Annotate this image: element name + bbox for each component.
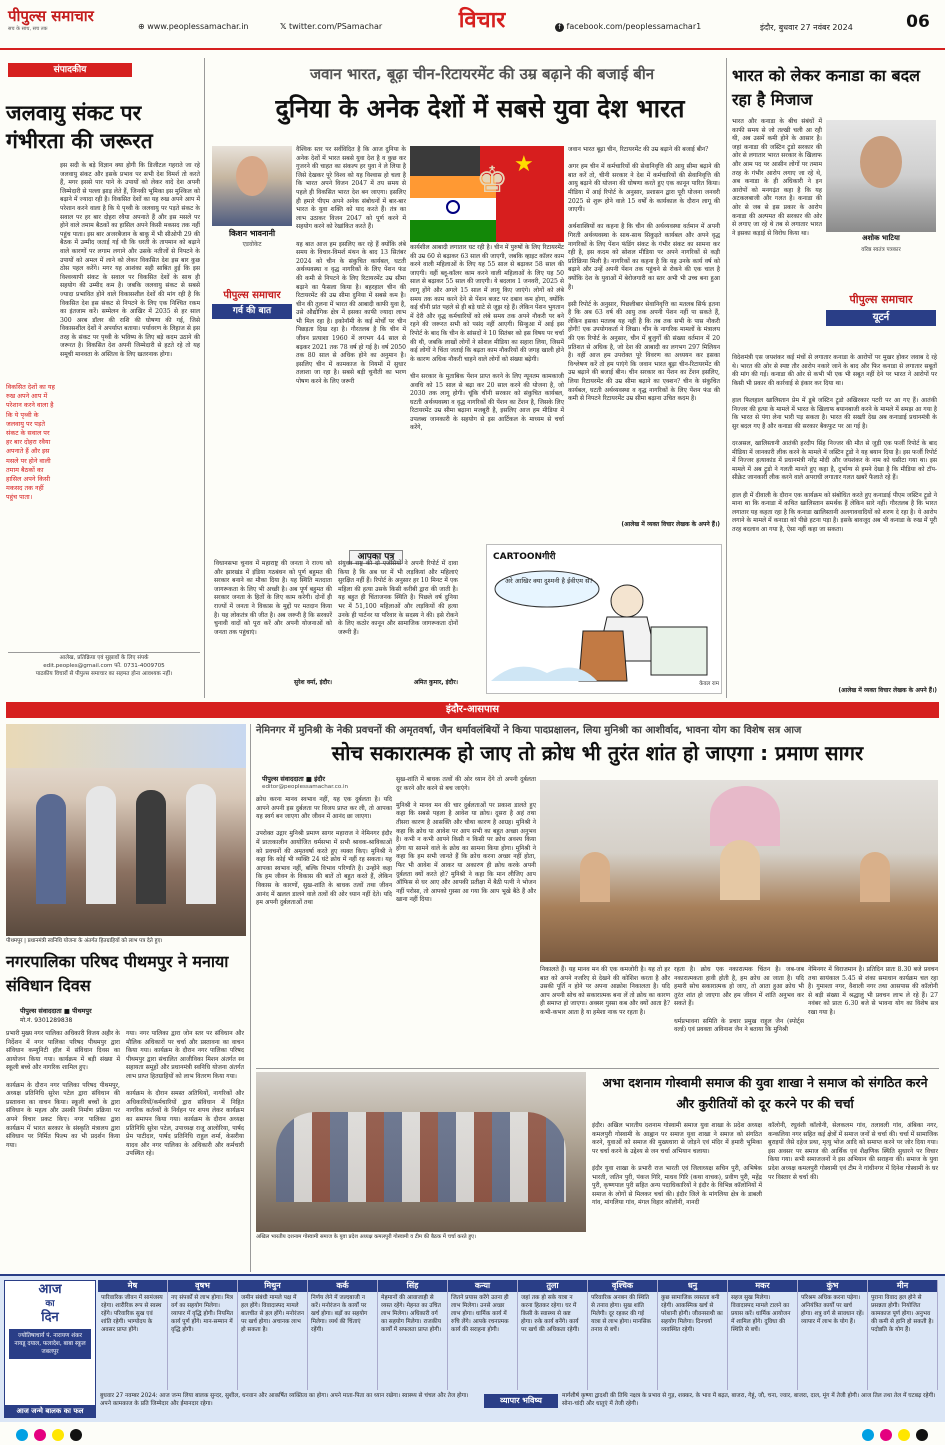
print-color-strip (0, 1426, 945, 1445)
vyapar-label: व्यापार भविष्य (484, 1394, 558, 1408)
cartoon-sign: केवल राम (699, 681, 719, 687)
facebook-icon: f (555, 23, 564, 32)
zodiac-sign-name: कर्क (308, 1280, 377, 1292)
nagar-byline: पीपुल्स संवाददाता ■ पीथमपुर (20, 1007, 92, 1015)
nagar-col2: गया। नगर पालिका द्वारा जोन स्तर पर संविधान और मौलिक अधिकारों पर चर्चा और प्रस्तावना का वाचन किया गया। कार्यक्रम के दौरान नगर पालिका परिषद पीथमपुर द्वारा संचालित आजीविका मिशन अंतर्गत स्व सहायता समूहों और प्रधानमंत्री स्वनिधि योजना अंतर्गत लाभ प्राप्त हितग्राहियों को लाभ वितरण किया गया। कार्यक्रम के दौरान समस्त अतिथियों, नागरिकों और अधिकारियों/कर्मचारियों द्वारा संविधान में निहित नागरिक कर्तव्यों के निर्वहन पर शपथ लेकर कार्यक्रम का समापन किया गया। कार्यक्रम के दौरान अध्यक्ष प्रतिनिधि सुरेश पटेल, उपाध्यक्ष राजू आलोरिया, पार्षद प्रेम पाटीदार, पार्षद प्रतिनिधि राहुल शर्मा, केसरीया यादव और नगर पालिका के अधिकारी और कर्मचारी उपस्थित रहे। (126, 1030, 244, 1158)
jain-col4: रहता है। क्रोध एक नकारात्मक चिंतन है। जब-जब नकारात्मकता हावी होती है, हम क्रोध आ जाता है। यदि हमारी सोच सकारात्मक हो जाए, तो आता हुआ क्रोध भी तुरंत शांत हो जाएगा और हम जीवन में शांति अनुभव कर सकते हैं। धर्मप्रभावना समिति के प्रचार प्रमुख राहुल जैन (स्पोर्ट्स वर्ल्ड) एवं प्रवक्ता अविनाश जैन ने बताया कि मुनिश्री (674, 966, 804, 1034)
china-star-icon: ★ (514, 152, 534, 177)
chess-king-icon: ♚ (476, 160, 509, 201)
letter-1-sign: सुरेश वर्मा, इंदौर। (294, 679, 332, 686)
author-role: एडवोकेट (242, 241, 262, 248)
canada-note: (आलेख में व्यक्त विचार लेखक के अपने हैं।) (838, 687, 937, 694)
facebook-link[interactable] (555, 22, 755, 34)
monk-figure (720, 840, 760, 900)
editorial-body: इस सदी के बड़े विज्ञान क्या होगी कि डिजीटल गहराते जा रहे जलवायु संकट और इसके प्रभाव पर सभी देश विमर्श तो करते हैं, मगर इससे पार पाने के उपायों को लेकर वादे देश अपनी जिम्मेदारी से पल्ला झाड़ लेते हैं, जिनकी भूमिका इस मुश्किल को बढ़ाने में ज्यादा रही है। विकसित देशों का यह रुख अपने आप में परेशान करने वाला है कि ये पृथ्वी के जलवायु पर पड़ते संकट के सवाल पर हर बार दोहरा रवैया अपनाते हैं और इस मसले पर होने वाले तमाम बैठकों का हासिल अपने किसी मकसद तक नहीं पहुंच पाता। इस बार अजरबैजान के बाकू में भी सीओपी 29 की बैठक में उम्मीद जताई गई थी कि धरती के तापमान को बढ़ाने वाले कारणों पर लगाम लगाने और उसके नतीजों से निपटने के उपायों को अमल में लाने को लेकर विकसित देश इस बार कुछ ठोस पहल करेंगे। मगर यह आशंका सही साबित हुई कि इस विश्वव्यापी संकट के सवाल पर विकसित देशों के साथ ही सहयोग की उम्मीद कम है। जबकि जलवायु संकट से सबसे ज्यादा प्रभावित होने वाले विकासशील देशों की मांग रही है कि विकसित देश इस संकट से निपटने के लिए एक निश्चित रकम का इंतजाम करें। सम्मेलन के आखिर में 2035 से हर साल 300 अरब डॉलर की राशि की घोषणा की गई, जिसे विकासशील देशों ने अपर्याप्त बताया। पर्यावरण के लिहाज से इस तरह के संकट पर पृथ्वी के भविष्य के लिए बड़े कदम उठाने की जरूरत है। विकसित देश अपनी जिम्मेदारी से हटते रहे तो यह समूची मानवता के अस्तित्व के लिए खतरनाक होगा। (60, 162, 202, 359)
website-link[interactable] (138, 22, 278, 34)
canada-column-brand: पीपुल्स समाचार (849, 293, 913, 306)
zodiac-sign-text: कुछ सामाजिक व्यस्तता बनी रहेगी। आकस्मिक खर्च से परेशानी होगी। जीवनसाथी का सहयोग मिलेगा। दिनचर्या व्यवस्थित रहेगी। (661, 1295, 725, 1333)
person (86, 786, 116, 904)
banner (6, 724, 246, 768)
canada-column-logo (826, 292, 936, 336)
canada-column-name: यूटर्न (826, 310, 936, 326)
reg-mark (70, 1429, 82, 1441)
reg-mark (52, 1429, 64, 1441)
zodiac-sign-text: परिवारिक अनबन की स्थिति से तनाव होगा। सुख शांति मिलेगी। दूर रहकर की गई यात्रा से लाभ होगा। मानसिक तनाव से बचें। (591, 1295, 653, 1333)
brand-tagline: सच के साथ, सच तक (8, 26, 48, 32)
person (36, 794, 66, 904)
section-divider (256, 1068, 939, 1069)
editorial-pull-quote: विकसित देशों का यह रुख अपने आप में परेशान करने वाला है कि ये पृथ्वी के जलवायु पर पड़ते संकट के सवाल पर हर बार दोहरा रवैया अपनाते हैं और इस मसले पर होने वाली तमाम बैठकों का हासिल अपने किसी मकसद तक नहीं पहुंच पाता। (6, 383, 57, 502)
masthead (0, 0, 945, 50)
jain-headline: सोच सकारात्मक हो जाए तो क्रोध भी तुरंत शांत हो जाएगा : प्रमाण सागर (331, 741, 864, 765)
zodiac-sign (728, 1280, 798, 1390)
editorial-divider (8, 652, 200, 653)
editorial-title: जलवायु संकट पर गंभीरता की जरूरत (6, 101, 153, 153)
canada-body-top: भारत और कनाडा के बीच संबंधों में काफी समय से जो तल्खी चली आ रही थी, अब उसमें कमी होने के आसार है। जहां कनाडा की जस्टिन ट्रूडो सरकार की ओर से लगातार भारत सरकार के खिलाफ और आम पद पर आसीन लोगों पर तमाम तरह के गंभीर आरोप लगाए जा रहे थे, अब कनाडा के ही अधिकारी ने इन आरोपों को मनगढ़ंत कहा है कि यह अटकलबाजी और गलत है। कनाडा की ओर से जब से इस प्रकार के आरोप कनाडा की अल्पमत की सरकार की ओर से लगाए जा रहे थे तब से लगातार भारत ने इसका कड़ाई से विरोध किया था। (732, 118, 824, 237)
zodiac-sign-text: सहज सुख मिलेगा। विवादास्पद मामले टालने का प्रयास करें। धार्मिक आयोजन में शामिल होंगे। दुविधा की स्थिति से बचें। (731, 1295, 793, 1333)
canada-author-photo (826, 120, 936, 232)
aapka-patra-title (296, 544, 456, 562)
goswami-col1: इंदौर। अखिल भारतीय दशनाम गोस्वामी समाज युवा शाखा के प्रदेश अध्यक्ष कमलपुरी गोस्वामी के आह्वान पर समाज युवा शाखा ने समाज को संगठित करने, युवाओं को समाज की मुख्यधारा से जोड़ने एवं मंदिर में हमारी भूमिका पर चर्चा करने के उद्देश्य से जन चर्चा अभियान चलाया। इंदौर युवा शाखा के प्रभारी राज भारती एवं जिलाध्यक्ष सचिन पुरी, अभिषेक भारती, जतिन पुरी, पंकज गिरि, माधव गिरि (कथा वाचक), प्रवीण पुरी, महेंद्र पुरी, कृष्णपाल पुरी सहित अन्य पदाधिकारियों ने इंदौर के विभिन्न कॉलोनियों में समाज के लोगों से मिलकर चर्चा की। इंदौर जिले के मांगलिया क्षेत्र के डाबली गांव, मांगलिया गांव, मंगल विहार कॉलोनी, नानदी (592, 1122, 762, 1207)
zodiac-sign (448, 1280, 518, 1390)
india-china-image (410, 146, 564, 242)
jain-kicker: नेमिनगर में मुनिश्री के नेकी प्रवचनों की अमृतवर्षा, जैन धर्मावलंबियों ने किया पादप्रक्षालन, लिया मुनिश्री का आशीर्वाद, भावना योग का विशेष सत्र आज (256, 725, 802, 736)
column-logo-name: गर्व की बात (212, 304, 292, 319)
zodiac-sign-text: पारिवारिक जीवन में सामंजस्य रहेगा। शारीरिक रूप से स्वस्थ रहेंगे। परिवारिक सुख एवं शांति रहेगी। भाग्योदय के अवसर प्राप्त होंगे। (101, 1295, 165, 1333)
zodiac-sign (518, 1280, 588, 1390)
zodiac-sign-name: धनु (658, 1280, 727, 1292)
jain-col1: क्रोध करना मानव स्वभाव नहीं, यह एक दुर्बलता है। यदि आपने अपनी इस दुर्बलता पर विजय प्राप्त कर ली, तो आपका यह स्वर्ग बन जाएगा और जीवन में आनंद छा जाएगा। उपरोक्त उद्गार मुनिश्री प्रमाण सागर महाराज ने नेमिनगर इंदौर में प्रातःकालीन आयोजित धर्मसभा में सभी श्रावक-श्राविकाओं को प्रवचनों की अमृतवर्षा करते हुए व्यक्त किए। मुनिश्री ने कहा कि कोई भी व्यक्ति 24 घंटे क्रोध में नहीं रह सकता। यह आपका स्वभाव नहीं, बल्कि विभाव परिणति है। उन्होंने कहा कि हम जीवन के विकास की बातें तो बहुत करते हैं, लेकिन विकास के कारणों, सुख-शांति के बाधक तत्वों तथा जीवन आनंद में खलल डालने वाले तत्वों की ओर ध्यान नहीं देते। यदि हम अपनी दुर्बलताओं तथा (256, 796, 392, 907)
letter-1: विधानसभा चुनाव में महाराष्ट्र की जनता ने राज्य को और झारखंड में इंडिया गठबंधन को पूर्ण बहुमत की सरकार बनाने का मौका दिया है। यह स्थिति मतदाता जागरूकता के लिए भी अच्छी है। अब पूर्ण बहुमत की सरकार जनता के हितों के लिए काम करेगी। दोनों ही राज्यों में जनता ने विकास के मुद्दों पर मतदान किया है। यह लोकतंत्र की जीत है। अब जरूरी है कि सरकारें चुनावी वादों को पूरा करें और अपनी योजनाओं को जनता तक पहुंचाएं। (214, 560, 334, 636)
twitter-link[interactable] (280, 22, 440, 34)
nagar-col1: प्रभारी मुख्य नगर पालिका अधिकारी विजय अहीर के निर्देशन में नगर पालिका परिषद पीथमपुर द्वारा संविधान कम्युनिटी हॉल में संविधान दिवस का आयोजन किया गया। कार्यक्रम में बड़ी संख्या में स्कूली बच्चे और नागरिक शामिल हुए। कार्यक्रम के दौरान नगर पालिका परिषद पीथमपुर, अध्यक्ष प्रतिनिधि सुरेश पटेल द्वारा संविधान की प्रस्तावना का वाचन किया। स्कूली बच्चों के द्वारा संविधान के महत्व और उसकी निर्माण प्रक्रिया पर अपने विचार प्रकट किए। नगर पालिका द्वारा कार्यक्रम में भारत सरकार के संस्कृति मंत्रालय द्वारा संविधान पर निर्मित फिल्म का भी प्रदर्शन किया गया। (6, 1030, 120, 1149)
reg-mark (16, 1429, 28, 1441)
facebook-text: facebook.com/peoplessamachar1 (566, 22, 702, 31)
zodiac-sign (588, 1280, 658, 1390)
jain-col5: नेमिनगर में विराजमान है। प्रतिदिन प्रातः 8.30 बजे प्रवचन तथा सायंकाल 5.45 से शंका समाधान कार्यक्रम चल रहा है। गुमाश्ता नगर, वैशाली नगर तथा आसपास की कॉलोनी से बड़ी संख्या में श्रद्धालु भी प्रवचन लाभ ले रहे हैं। 27 नवंबर को प्रातः 6.30 बजे से भावना योग का विशेष सत्र रखा गया है। (808, 966, 940, 1016)
zodiac-sign-name: मीन (868, 1280, 937, 1292)
lotus-backdrop (710, 786, 780, 846)
jain-col2: सुख-शांति में बाधक तत्वों की ओर ध्यान देंगे तो अपनी दुर्बलता दूर करने और करने से बच जाएंगे। मुनिश्री ने मानव मन की चार दुर्बलताओं पर प्रकाश डालते हुए कहा कि सबसे पहला है आवेश या क्रोध। दूसरा है अहं तथा तीसरा कारण है आसक्ति और चौथा कारण है आग्रह। मुनिश्री ने कहा कि क्रोध या आवेश पर आप सभी का बहुत अच्छा अनुभव है। कभी न कभी आपने किसी न किसी पर क्रोध अवश्य किया होगा या सामने वाले के क्रोध का सामना किया होगा। मुनिश्री ने कहा कि हम सभी जानते हैं कि क्रोध करना अच्छा नहीं होता, फिर भी आवेश में आकर या अकारण ही क्रोध करके अपनी दुर्बलता क्यों करते हो? मुनिश्री ने कहा कि मान लीजिए आप ऑफिस से घर आए और आपकी प्रतीक्षा में बैठी पत्नी ने भोजन नहीं परोसा, तो आपको गुस्सा आ गया कि आप भूखे बैठे हैं और खाना नहीं दिया। (396, 776, 536, 904)
zodiac-sign-name: वृषभ (168, 1280, 237, 1292)
aaj-title-line1: आज (38, 1282, 62, 1297)
zodiac-sign-name: कुंभ (798, 1280, 867, 1292)
reg-mark (880, 1429, 892, 1441)
editorial-footer-disclaimer: पाठकीय विचारों से पीपुल्स समाचार का सहमत होना आवश्यक नहीं। (35, 671, 173, 677)
nagar-headline: नगरपालिका परिषद पीथमपुर ने मनाया संविधान दिवस (6, 952, 229, 995)
zodiac-sign (658, 1280, 728, 1390)
goswami-col2: कॉलोनी, रघुवंशी कॉलोनी, सेलकलम गांव, तलावली गांव, अंबिका नगर, कन्कलिया नगर सहित कई क्षेत्रों में समाज जनों से चर्चा की। चर्चा में सामाजिक बुराइयों जैसे दहेज प्रथा, मृत्यु भोज आदि को समाप्त करने पर जोर दिया गया। इस अवसर पर समाज की आर्थिक एवं शैक्षणिक स्थिति सुधारने पर विचार किया गया। सभी समाजजनों ने इस अभियान की सराहना की। समाज के युवा प्रदेश अध्यक्ष कमलपुरी गोस्वामी एवं टीम ने गांधीनगर में दिनेश गोस्वामी के घर पर विस्तार से चर्चा की। (768, 1122, 940, 1181)
canada-author-face (860, 136, 902, 188)
canada-body: विदेशमंत्री एस जयशंकर कई मंचों से लगातार कनाडा के आरोपों पर मुखर होकर जवाब दे रहे थे। भारत की ओर से स्पष्ट तौर आरोप नकारे जाने के बाद और फिर कनाडा से लगातार सबूतों की मांग की गई। कनाडा की ओर से कभी भी एक भी सबूत नहीं देने पर भारत ने आरोपों पर किसी भी प्रकार की कार्रवाई से इंकार कर दिया था। हाल फिलहाल खालिस्तान प्रेम में डूबे जस्टिन ट्रूडो अखिरकार पटरी पर आ गए हैं। आतंकी निज्जर की हत्या के मामले में भारत के खिलाफ बयानबाजी करने के मामले में समझ आ गया है कि भारत से पंगा लेना भारी पड़ सकता है। भारत की सख्ती देख अब कनाडाई प्रधानमंत्री के सुर बदल गए हैं और कनाडा की सरकार बैकफुट पर आ गई है। दरअसल, खालिस्तानी आतंकी हरदीप सिंह निज्जर की मौत से जुड़ी एक फर्जी रिपोर्ट के बाद मीडिया में जानकारी लीक करने के मामले में जस्टिन ट्रूडो ने यह बयान दिया है। इस फर्जी रिपोर्ट में निज्जर हत्याकांड में प्रधानमंत्री नरेंद्र मोदी और जयशंकर के नाम को घसीटा गया था। इस मामले में अब ट्रूडो ने गलती मानते हुए कहा है, दुर्भाग्य से हमने देखा है कि मीडिया को टॉप-सीक्रेट जानकारी लीक करने वाले अपराधी लगातार गलत खबरें फैलाते रहे हैं। हाल ही में दीवाली के दौरान एक कार्यक्रम को संबोधित करते हुए कनाडाई पीएम जस्टिन ट्रूडो ने माना था कि कनाडा में कथित खालिस्तान समर्थक हैं लेकिन सारे नहीं। गौरतलब है कि भारत लगातार यह कहता रहा है कि कनाडा खालिस्तानी अलगाववादियों को शरण दे रहा है। ये आरोप लगाने के मामले में कनाडा को पीछे हटना पड़ा है। इसके बावजूद अब भी कनाडा के रुख में पूरी तरह बदलाव आ गया है, ऐसा नहीं कहा जा सकता। (732, 354, 937, 533)
zodiac-sign-text: जहां तक हो सके यात्रा न करना हितकर रहेगा। घर में किसी के स्वास्थ्य से कष्ट होगा। रुके कार्य बनेंगे। कार्य पर खर्च की अधिकता रहेगी। (521, 1295, 581, 1333)
jain-email[interactable]: editor@peoplessamachar.co.in (262, 784, 349, 790)
column-divider (250, 724, 251, 1272)
brand-name: पीपुल्स समाचार (8, 7, 94, 25)
zodiac-grid (98, 1280, 941, 1390)
editorial-footer (8, 654, 200, 694)
goswami-headline: अभा दशनाम गोस्वामी समाज की युवा शाखा ने समाज को संगठित करने और कुरीतियों को दूर करने पर की चर्चा (602, 1075, 928, 1111)
zodiac-sign-text: निर्णय लेने में जल्दबाजी न करें। मनोरंजन के कार्यों पर खर्च होगा। बड़ों का सहयोग मिलेगा। व्यर्थ की चिंताएं रहेंगी। (311, 1295, 370, 1333)
vyapar-text: मार्गशीर्ष कृष्णा द्वादशी की तिथि नक्षत्र के प्रभाव से गुड़, शक्कर, के भाव में बढ़त, बाजरा, गेहूं, जौ, चना, ज्वार, बाजरा, दाल, मूंग में तेजी होगी। आज तिल तथा तेल में घटबढ़ रहेगी। सोना-चांदी और धातुएं में तेजी रहेगी। (562, 1393, 936, 1407)
person (136, 790, 166, 904)
pitampur-photo (6, 724, 246, 936)
zodiac-sign-name: मकर (728, 1280, 797, 1292)
cartoon-title: CARTOONगीरी (493, 552, 556, 562)
nagar-mobile: मो.नं. 9301289838 (20, 1017, 73, 1024)
zodiac-sign-name: मिथुन (238, 1280, 307, 1292)
author-photo (212, 146, 292, 226)
lead-note: (आलेख में व्यक्त विचार लेखक के अपने हैं।) (621, 521, 720, 528)
lead-headline: दुनिया के अनेक देशों में सबसे युवा देश भारत (275, 94, 685, 123)
ballot-box (651, 627, 707, 675)
editorial-tag: संपादकीय (8, 63, 132, 77)
cartoon-box (486, 544, 722, 694)
monk-figure (580, 852, 610, 902)
zodiac-sign (798, 1280, 868, 1390)
kids-text: बुधवार 27 नवम्बर 2024: आज जन्म लिया बालक सुन्दर, सुशील, धनवान और आकर्षित व्यक्तित्व का होगा। अपने माता-पिता का ध्यान रखेगा। स्वास्थ्य से चंचल और तेज होगा। अपने कामकाज के प्रति जिम्मेदार और ईमानदार रहेगा। (100, 1393, 469, 1407)
zodiac-sign (98, 1280, 168, 1390)
section-title: विचार (458, 8, 506, 33)
column-divider (726, 58, 727, 698)
column-logo-brand: पीपुल्स समाचार (223, 290, 281, 301)
author-name: किशन भावनानी (228, 229, 276, 238)
reg-mark (34, 1429, 46, 1441)
aapka-patra-label: आपका पत्र (349, 550, 404, 564)
lead-col3: जवान भारत बूढ़ा चीन, रिटायरमेंट की उम्र बढ़ाने की बजाई बीन? अगर हम चीन में कर्मचारियों की सेवानिवृत्ति की आयु सीमा बढ़ाने की बात करें तो, चीनी सरकार ने देश में कर्मचारियों की सेवानिवृत्ति की आयु बढ़ाने की योजना की घोषणा करते हुए एक कानून पारित किया। मीडिया में आई रिपोर्ट के अनुसार, प्रशासन द्वारा पूरी योजना जनवरी 2025 से शुरू होने वाले 15 वर्षों के कार्यकाल के दौरान लागू की जाएगी। अर्थशास्त्रियों का कहना है कि चीन की अर्थव्यवस्था वर्तमान में अपनी गिरती अर्थव्यवस्था के साथ-साथ सिकुड़ते कार्यबल और अपने वृद्ध नागरिकों के लिए पेंशन फंडिंग संकट के गंभीर संकट का सामना कर रही है, इस कदम को सोशल मीडिया पर अपने नागरिकों से कड़ी प्रतिक्रिया मिली है। नागरिकों का कहना है कि यह उनके कार्य वर्ष को बढ़ाने और उन्हें अपनी पेंशन तक पहुंचने से रोकने की एक चाल है क्योंकि देश के युवाओं में बेरोजगारी का स्तर अभी भी उच्च बना हुआ है। इसी रिपोर्ट के अनुसार, पिछलीबार सेवानिवृत्ति का मतलब सिर्फ इतना है कि अब 63 वर्ष की आयु तक अपनी पेंशन नहीं पा सकते हैं, लेकिन इसका मतलब यह नहीं है कि तब तक सभी के पास नौकरी होगी! एक उपयोगकर्ता ने लिखा। चीन के नागरिक मामलों के मंत्रालय की एक रिपोर्ट के अनुसार, चीन में बुजुर्गों की संख्या वर्तमान में 20 प्रतिशत से अधिक है, जो देश की आबादी का लगभग 297 मिलियन है। वहीं आज हम उपरोक्त पूरे विवरण का अध्ययन कर इसका विश्लेषण करें तो हम पाएंगे कि जवान भारत बूढ़ा चीन-रिटायरमेंट की उम्र बढ़ाने की बजाई बीन। चीन सरकार का पेंशन का टेंशन इसलिए, लिया रिटायरमेंट की उम्र सीमा बढ़ाने का एक्शन? चीन के संकुचित कार्यबल, घटती अर्थव्यवस्था व वृद्ध नागरिकों के लिए पेंशन फंड की कमी से निपटने रिटायरमेंट उम्र सीमा बढ़ाना उचित कदम है। (568, 146, 720, 403)
cartoon-speech: अरे आखिर क्या दुश्मनी है ईवीएम से? (505, 577, 593, 585)
column-divider (204, 58, 205, 698)
aaj-ka-din-title (5, 1283, 95, 1325)
zodiac-sign-name: मेष (98, 1280, 167, 1292)
zodiac-sign (168, 1280, 238, 1390)
canada-headline: भारत को लेकर कनाडा का बदल रहा है मिजाज (732, 66, 920, 109)
zodiac-sign-name: सिंह (378, 1280, 447, 1292)
zodiac-sign-text: जितने प्रयास करेंगे उतना ही लाभ मिलेगा। उनसे अच्छा लाभ होगा। धार्मिक कार्य में रुचि लेंगे। आपके रचनात्मक कार्य की सराहना होगी। (451, 1295, 511, 1333)
zodiac-sign-text: पुराना विवाद हल होने से प्रसन्नता होगी। नियोजित कामकाज पूर्ण होगा। अनुभव की कमी से हानि हो सकती है। पदोन्नति के योग हैं। (871, 1295, 936, 1333)
zodiac-sign-name: वृश्चिक (588, 1280, 657, 1292)
author-face (236, 156, 268, 196)
people-group (276, 1112, 566, 1202)
zodiac-sign-text: नए संपर्कों से लाभ होगा। मित्र वर्ग का सहयोग मिलेगा। व्यापार में वृद्धि होगी। नियमित कार्य पूर्ण होंगे। मान-सम्मान में वृद्धि होगी। (171, 1295, 235, 1333)
kids-label: आज जन्मे बालक का फल (5, 1405, 95, 1417)
reg-mark (898, 1429, 910, 1441)
lead-col1: वैश्विक स्तर पर सर्वविदित है कि आज दुनिया के अनेक देशों में भारत सबसे युवा देश है व कुछ कर गुजरने की चाहत का संकल्प हर युवा ने ले लिया है जिसे देखकर पूरे विश्व को यह विश्वास हो चला है कि भारत अपने विजन 2047 में तय समय से पहले ही विकसित भारत देश बन जाएगा। इसलिए ही हमारे पीएम अपने अनेक संबोधनों में बार-बार भारत के युवा शक्ति को याद करते हैं। तंत्र का लाभ उठाकर विजन 2047 को पूर्ण करने में सहयोग करने को रेखांकित करते हैं। यह बात आज हम इसलिए कर रहे हैं क्योंकि लंबे समय के विचार-विमर्श मंथन के बाद 13 सितंबर 2024 को चीन के संकुचित कार्यबल, घटती अर्थव्यवस्था व वृद्ध नागरिकों के लिए पेंशन फंड की कमी से निपटने के लिए रिटायरमेंट उम्र सीमा बढ़ाने का फैसला किया है। बहरहाल चीन की रिटायरमेंट की उम्र सीमा दुनिया में सबसे कम है। चीन की तुलना में भारत की आबादी काफी युवा है, उसे औद्योगिक क्षेत्र में इसका काफी ज्यादा लाभ भी मिल रहा है। इकोनॉमी के कई मोर्चों पर चीन पिछड़ता दिख रहा है। गौरतलब है कि चीन में जीवन प्रत्याशा 1960 में लगभग 44 साल से बढ़कर 2021 तक 78 वर्ष हो गई है। वर्ष 2050 तक 80 साल से अधिक होने का अनुमान है। इसलिए चीन में कामकाज के नियमों में सुधार तलाशा जा रहा है। सबसे बड़ी चुनौती का भरण पोषण करने के लिए जरूरी (296, 146, 406, 386)
zodiac-sign (378, 1280, 448, 1390)
editorial-footer-email[interactable]: edit.peoples@gmail.com फो. 0731-4009705 (43, 663, 165, 669)
aaj-ka-din-box (4, 1280, 96, 1418)
jain-photo (540, 780, 938, 962)
jain-byline: पीपुल्स संवाददाता ■ इंदौर (262, 775, 325, 783)
reg-mark (862, 1429, 874, 1441)
dateline: इंदौर, बुधवार 27 नवंबर 2024 (760, 23, 853, 32)
goswami-photo (256, 1072, 586, 1232)
reg-mark (916, 1429, 928, 1441)
cartoon-head (611, 585, 643, 617)
website-text: www.peoplessamachar.in (147, 22, 249, 31)
jain-col3: निकालते हैं। यह मानव मन की एक कमजोरी है। यह तो हर बात को अपने नजरिए से देखने की कोशिश करता है और उसकी पूर्ति न होने पर अपना आक्रोश निकालता है। यदि आप अपनी सोच को सकारात्मक बना लें तो क्रोध का कारण ही समाप्त हो जाएगा। अक्सर गुस्सा कब और क्यों आता है? कभी-कभार आता है या हमेशा नाक पर रहता है। (540, 966, 672, 1016)
goswami-caption: अखिल भारतीय दशनाम गोस्वामी समाज के युवा प्रदेश अध्यक्ष कमलपुरी गोस्वामी व टीम की बैठक में चर्चा करते हुए। (256, 1234, 477, 1240)
zodiac-sign-name: तुला (518, 1280, 587, 1292)
lead-col2: कार्यशील आबादी लगातार घट रही है। चीन में पुरुषों के लिए रिटायरमेंट की उम्र 60 से बढ़ाकर 63 साल की जाएगी, जबकि व्हाइट कॉलर काम करने वाली महिलाओं के लिए यह 55 साल से बढ़ाकर 58 साल की जाएगी। वहीं ब्लू-कॉलर काम करने वाली महिलाओं के लिए यह 50 साल से बढ़ाकर 55 साल की जाएगी। ये बदलाव 1 जनवरी, 2025 से लागू होंगे और अगले 15 साल में लागू किए जाएंगे। लोगों को लंबे समय तक काम करने देने से पेंशन बजट पर दबाव कम होगा, क्योंकि कई चीनी प्रांत पहले से ही बड़े घाटे से जूझ रहे हैं। लेकिन पेंशन भुगतान में देरी और वृद्ध कर्मचारियों को लंबे समय तक अपने नौकरी पर बने रहने की जरूरत सभी को पसंद नहीं आएगी। सिन्हुआ में आई इस रिपोर्ट के बाद कि चीन के सांसदों ने 10 सितंबर को इस विषय पर चर्चा की थी, जबकि लाखों लोगों ने सोशल मीडिया का सहारा लिया, जिसमें कई लोगों ने चिंता जताई कि बढ़ता काम नौकरियों की जगह खाली होने के कारण अधिक नौकरी चाहने वाले लोगों को संख्या बढ़ेगी। चीन सरकार के मुताबिक पेंशन प्राप्त करने के लिए न्यूनतम कामकाजी अवधि को 15 साल से बढ़ा कर 20 साल करने की योजना है, जो 2030 तक लागू होगी। चूंकि चीनी सरकार को संकुचित कार्यबल, घटती अर्थव्यवस्था व वृद्ध नागरिकों की पेंशन का टेंशन है, जिसके लिए रिटायरमेंट उम्र सीमा बढ़ाना मजबूरी है, इसलिए आज हम मीडिया में उपलब्ध जानकारी के सहयोग से इस आर्टिकल के माध्यम से चर्चा करेंगे, (410, 244, 564, 432)
twitter-text: twitter.com/PSamachar (289, 22, 383, 31)
page-number: 06 (906, 12, 930, 32)
pitampur-caption: पीथमपुर | प्रधानमंत्री स्वनिधि योजना के अंतर्गत हितग्राहियों को लाभ पत्र देते हुए। (6, 938, 163, 944)
zodiac-sign (238, 1280, 308, 1390)
chakra-icon (446, 200, 460, 214)
editorial-footer-line1: आलेख, प्रतिक्रिया एवं सुझावों के लिए संपर्क (59, 655, 149, 661)
zodiac-sign-text: जमीन संबंधी मामले पक्ष में हल होंगे। विवादास्पद मामले बातचीत से हल होंगे। मनोरंजन पर खर्च होगा। अचानक लाभ हो सकता है। (241, 1295, 306, 1333)
letter-2-sign: अमित कुमार, इंदौर। (413, 679, 458, 686)
zodiac-sign-text: परिश्रम अधिक करना पड़ेगा। अनियंत्रित कार्यों पर खर्च होगा। शत्रु वर्ग से सावधान रहें। व्यापार में लाभ के योग हैं। (801, 1295, 866, 1325)
horoscope-band (0, 1274, 945, 1422)
zodiac-sign-name: कन्या (448, 1280, 517, 1292)
column-logo (212, 287, 292, 327)
brand-logo[interactable] (8, 6, 128, 32)
monk-figure (860, 852, 890, 902)
zodiac-sign (868, 1280, 938, 1390)
person (186, 784, 216, 904)
globe-icon: ⊕ (138, 22, 145, 31)
canada-author-role: वरिष्ठ स्वतंत्र पत्रकार (861, 247, 901, 253)
aaj-title-line2: का (45, 1299, 55, 1309)
letter-2: संयुक्त राष्ट्र की दो एजेंसियों ने अपनी रिपोर्ट में दावा किया है कि अब घर में भी लड़कियां और महिलाएं सुरक्षित नहीं हैं। रिपोर्ट के अनुसार हर 10 मिनट में एक महिला की हत्या उसके किसी करीबी द्वारा की जाती है। यह बहुत ही चिंताजनक स्थिति है। पिछले वर्ष दुनिया भर में 51,100 महिलाओं और लड़कियों की हत्या उनके ही पार्टनर या परिवार के सदस्य ने की। इसे रोकने के लिए कठोर कानून और सामाजिक जागरूकता दोनों जरूरी हैं। (338, 560, 460, 636)
astrologer-credit: ज्योतिषाचार्य पं. नारायण शंकर नायडू दयाल, फलादेश, बाबा स्कूल जबलपुर (9, 1329, 91, 1359)
lead-kicker: जवान भारत, बूढ़ा चीन-रिटायरमेंट की उम्र बढ़ाने की बजाई बीन (309, 65, 655, 83)
aaj-title-line3: दिन (41, 1310, 59, 1325)
indore-section-bar: इंदौर-आसपास (6, 702, 939, 718)
x-icon: 𝕏 (280, 22, 287, 31)
zodiac-sign (308, 1280, 378, 1390)
canada-author-name: अशोक भाटिया (862, 234, 900, 242)
zodiac-sign-text: मेहमानों की आवाजाही से व्यस्त रहेंगे। मेहनत का उचित लाभ मिलेगा। अधिकारी वर्ग का सहयोग मिलेगा। राजकीय कार्यों में सफलता प्राप्त होगी। (381, 1295, 443, 1333)
